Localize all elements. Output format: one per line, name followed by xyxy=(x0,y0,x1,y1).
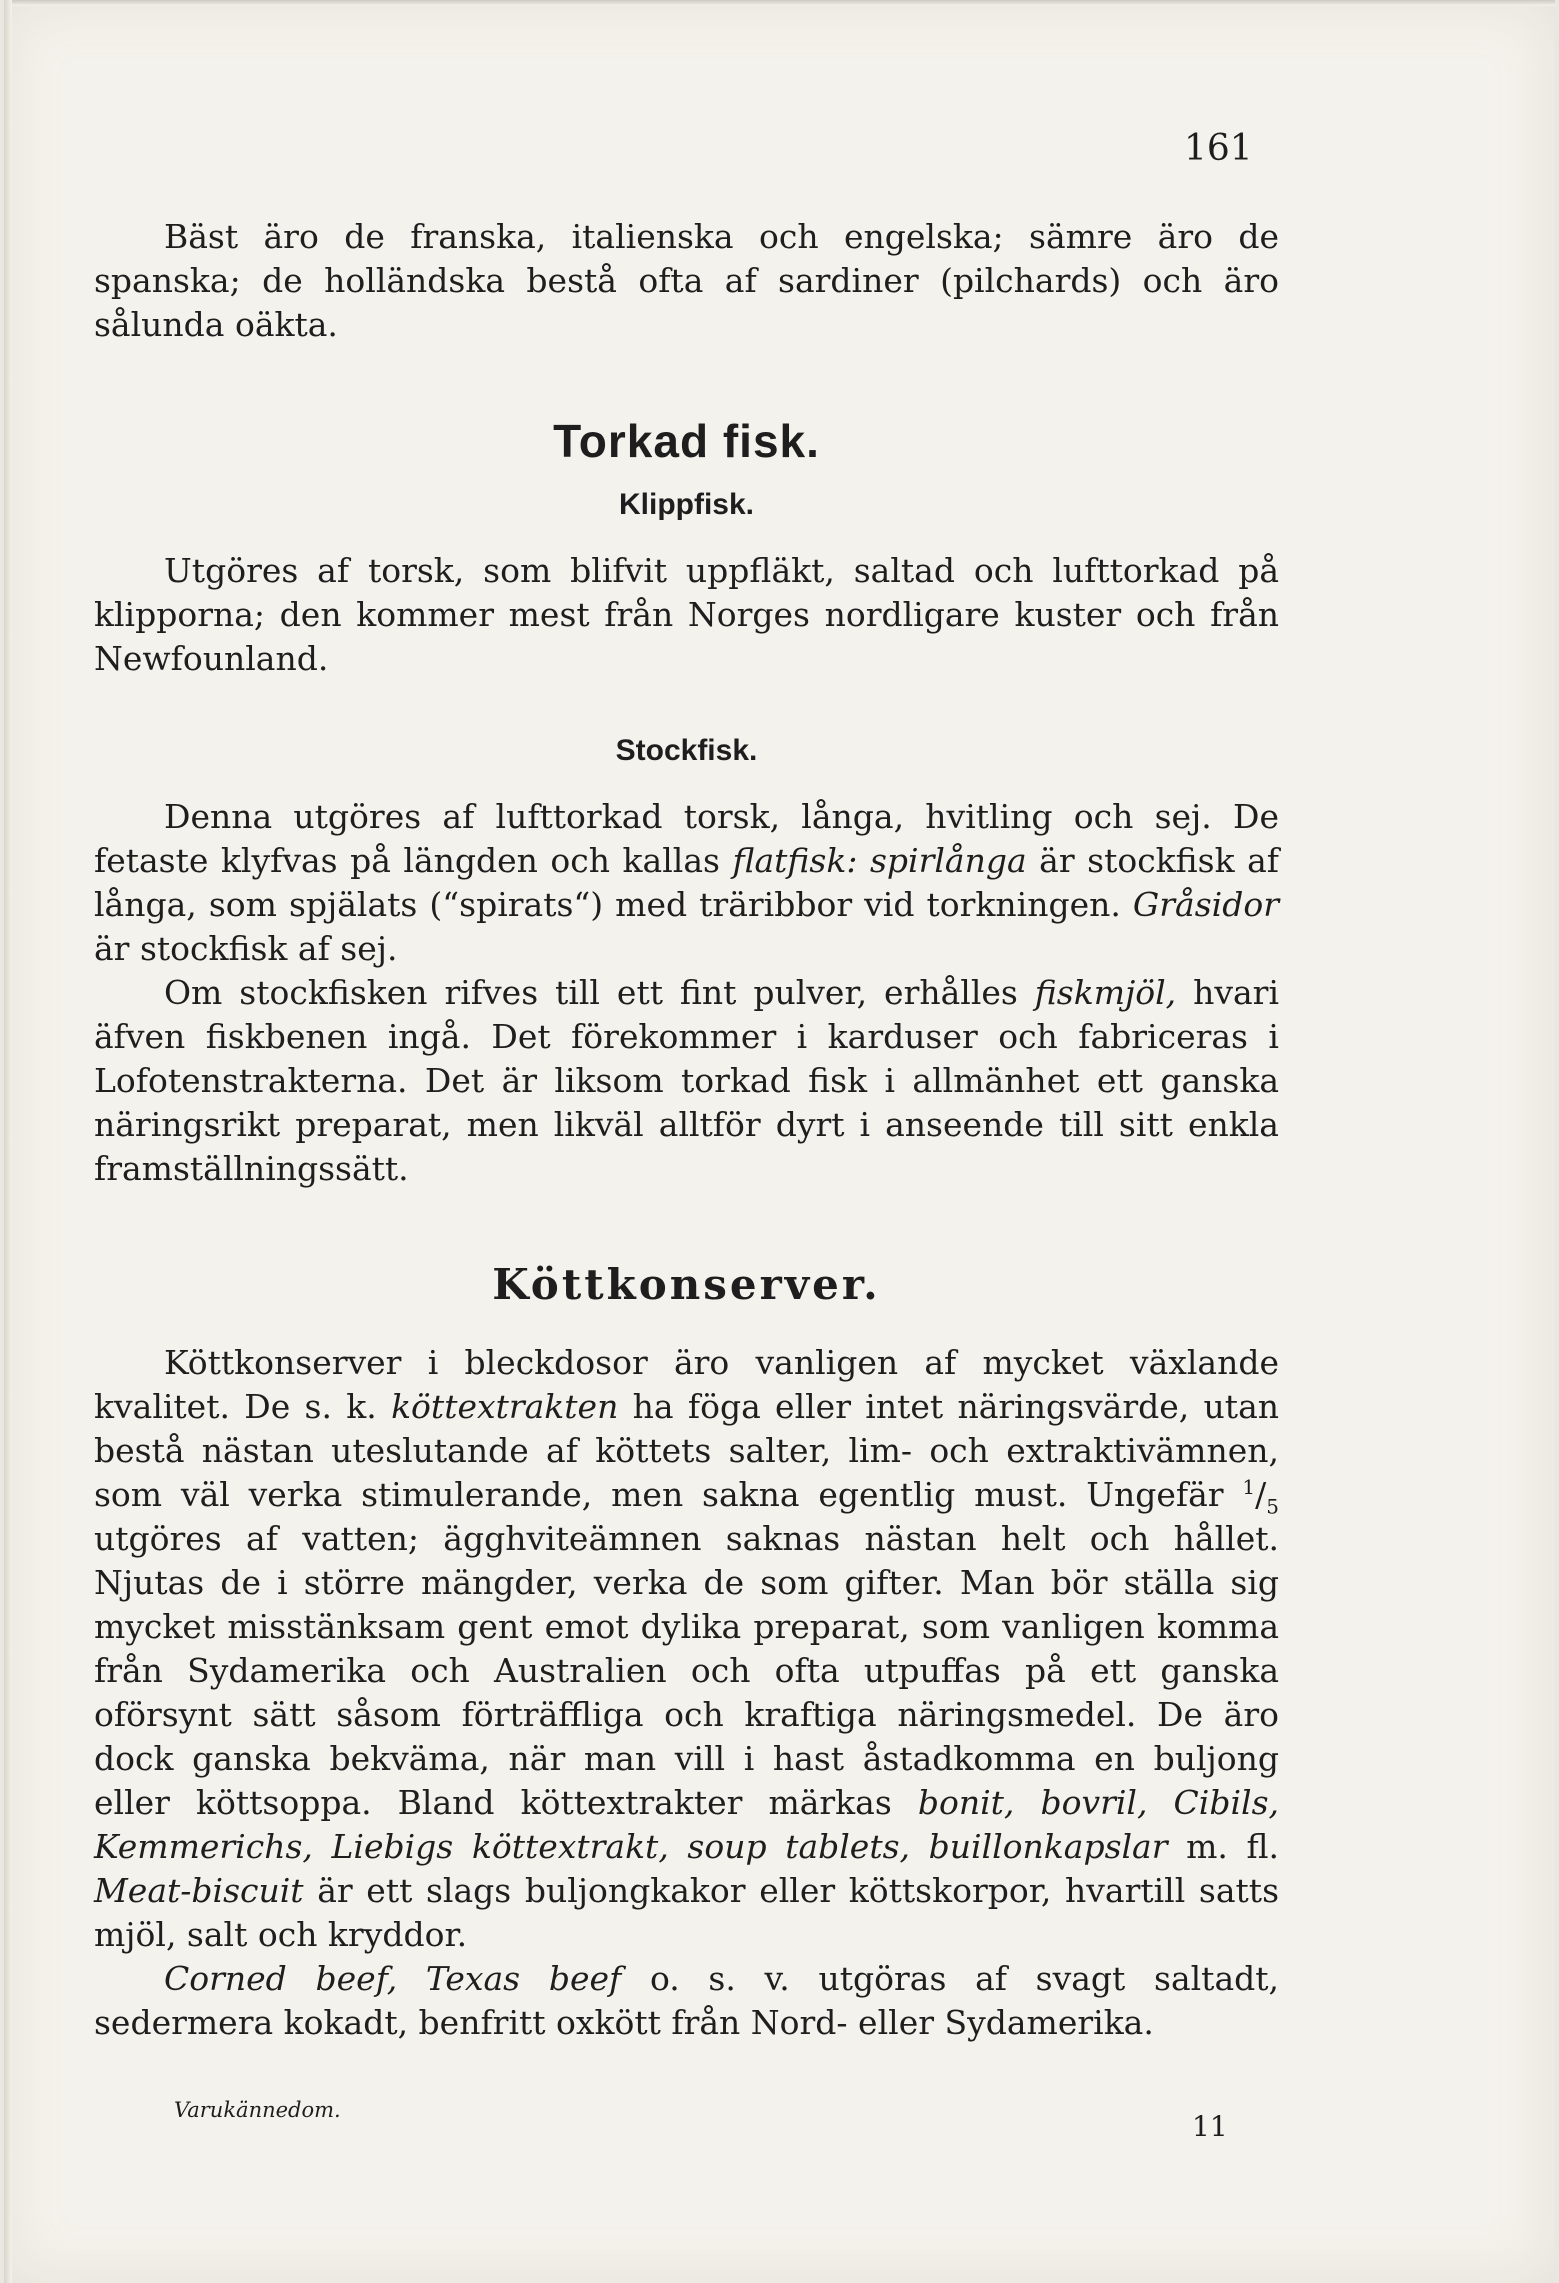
italic-term: fiskmjöl, xyxy=(1034,973,1177,1012)
text-run: är stockfisk af sej. xyxy=(94,929,398,968)
intro-paragraph: Bäst äro de franska, italienska och engelska; sämre äro de spanska; de holländska bestå ofta af sardiner (pilchards) och äro sålunda oäkta. xyxy=(94,217,1279,344)
klippfisk-paragraph: Utgöres af torsk, som blifvit uppfläkt, saltad och lufttorkad på klipporna; den kommer mest från Norges nordligare kuster och från Newfounland. xyxy=(94,551,1279,678)
section-title-kottkonserver: Köttkonserver. xyxy=(492,1260,881,1309)
page-top-edge xyxy=(4,0,1555,6)
footer-signature: Varukännedom. xyxy=(174,2098,341,2122)
stockfisk-paragraph-1 xyxy=(94,795,1279,971)
italic-term: Meat-biscuit xyxy=(94,1871,304,1910)
page-left-edge xyxy=(4,0,12,2283)
text-run: utgöres af vatten; ägghviteämnen saknas nästan helt och hållet. Njutas de i större mängder, verka de som gifter. Man bör ställa sig mycket misstänksam gent emot dylika preparat, som vanligen komma från Sydamerika och Australien och ofta utpuffas på ett ganska oförsynt sätt såsom förträffliga och kraftiga näringsmedel. De äro dock ganska bekväma, när man vill i hast åstadkomma en buljong eller köttsoppa. Bland köttextrakter märkas xyxy=(94,1519,1279,1822)
text-run: Köttkonserver i bleckdosor äro vanligen af mycket växlande kvalitet. De s. k. xyxy=(94,1343,1279,1426)
text-run: m. fl. xyxy=(1167,1827,1279,1866)
section-title-torkad-fisk: Torkad fisk. xyxy=(553,415,820,467)
text-run: Om stockfisken rifves till ett fint pulver, erhålles xyxy=(164,973,1035,1012)
kottkonserver-paragraph-2 xyxy=(94,1957,1279,2045)
text-run: ha föga eller intet näringsvärde, utan bestå nästan uteslutande af köttets salter, lim- och extraktivämnen, som väl verka stimulerande, men sakna egentlig must. Ungefär xyxy=(94,1387,1279,1514)
italic-term: bonit, bovril, Cibils, Kemmerichs, Liebigs köttextrakt, soup tablets, buillonkapslar xyxy=(94,1783,1280,1866)
italic-term: köttextrakten xyxy=(391,1387,619,1426)
text-run: är ett slags buljongkakor eller köttskorpor, hvartill satts mjöl, salt och kryddor. xyxy=(94,1871,1279,1954)
italic-term: flatfisk: spirlånga xyxy=(732,841,1027,880)
fraction-denominator: 5 xyxy=(1266,1494,1279,1519)
text-run: o. s. v. utgöras af svagt saltadt, sedermera kokadt, benfritt oxkött från Nord- eller Sydamerika. xyxy=(94,1959,1279,2042)
book-page xyxy=(4,0,1555,2283)
fraction-numerator: 1 xyxy=(1242,1475,1256,1499)
text-run: Denna utgöres af lufttorkad torsk, långa, hvitling och sej. De fetaste klyfvas på längden och kallas xyxy=(94,797,1279,880)
subsection-title-klippfisk: Klippfisk. xyxy=(618,488,754,521)
footer-sheet-number: 11 xyxy=(1192,2110,1228,2143)
page-content xyxy=(94,215,1279,2045)
kottkonserver-paragraph-1 xyxy=(94,1341,1279,1957)
text-run: hvari äfven fiskbenen ingå. Det förekommer i karduser och fabriceras i Lofotenstrakterna. Det är liksom torkad fisk i allmänhet ett ganska näringsrikt preparat, men likväl alltför dyrt i anseende till sitt enkla framställningssätt. xyxy=(94,973,1280,1188)
italic-term: Gråsidor xyxy=(1132,885,1279,924)
text-run: är stockfisk af långa, som spjälats (“spirats“) med träribbor vid torkningen. xyxy=(94,841,1280,924)
subsection-title-stockfisk: Stockfisk. xyxy=(615,734,758,767)
page-number: 161 xyxy=(1184,128,1253,169)
stockfisk-paragraph-2 xyxy=(94,971,1279,1191)
italic-term: Corned beef, Texas beef xyxy=(164,1959,622,1998)
fraction-slash: / xyxy=(1255,1475,1267,1514)
